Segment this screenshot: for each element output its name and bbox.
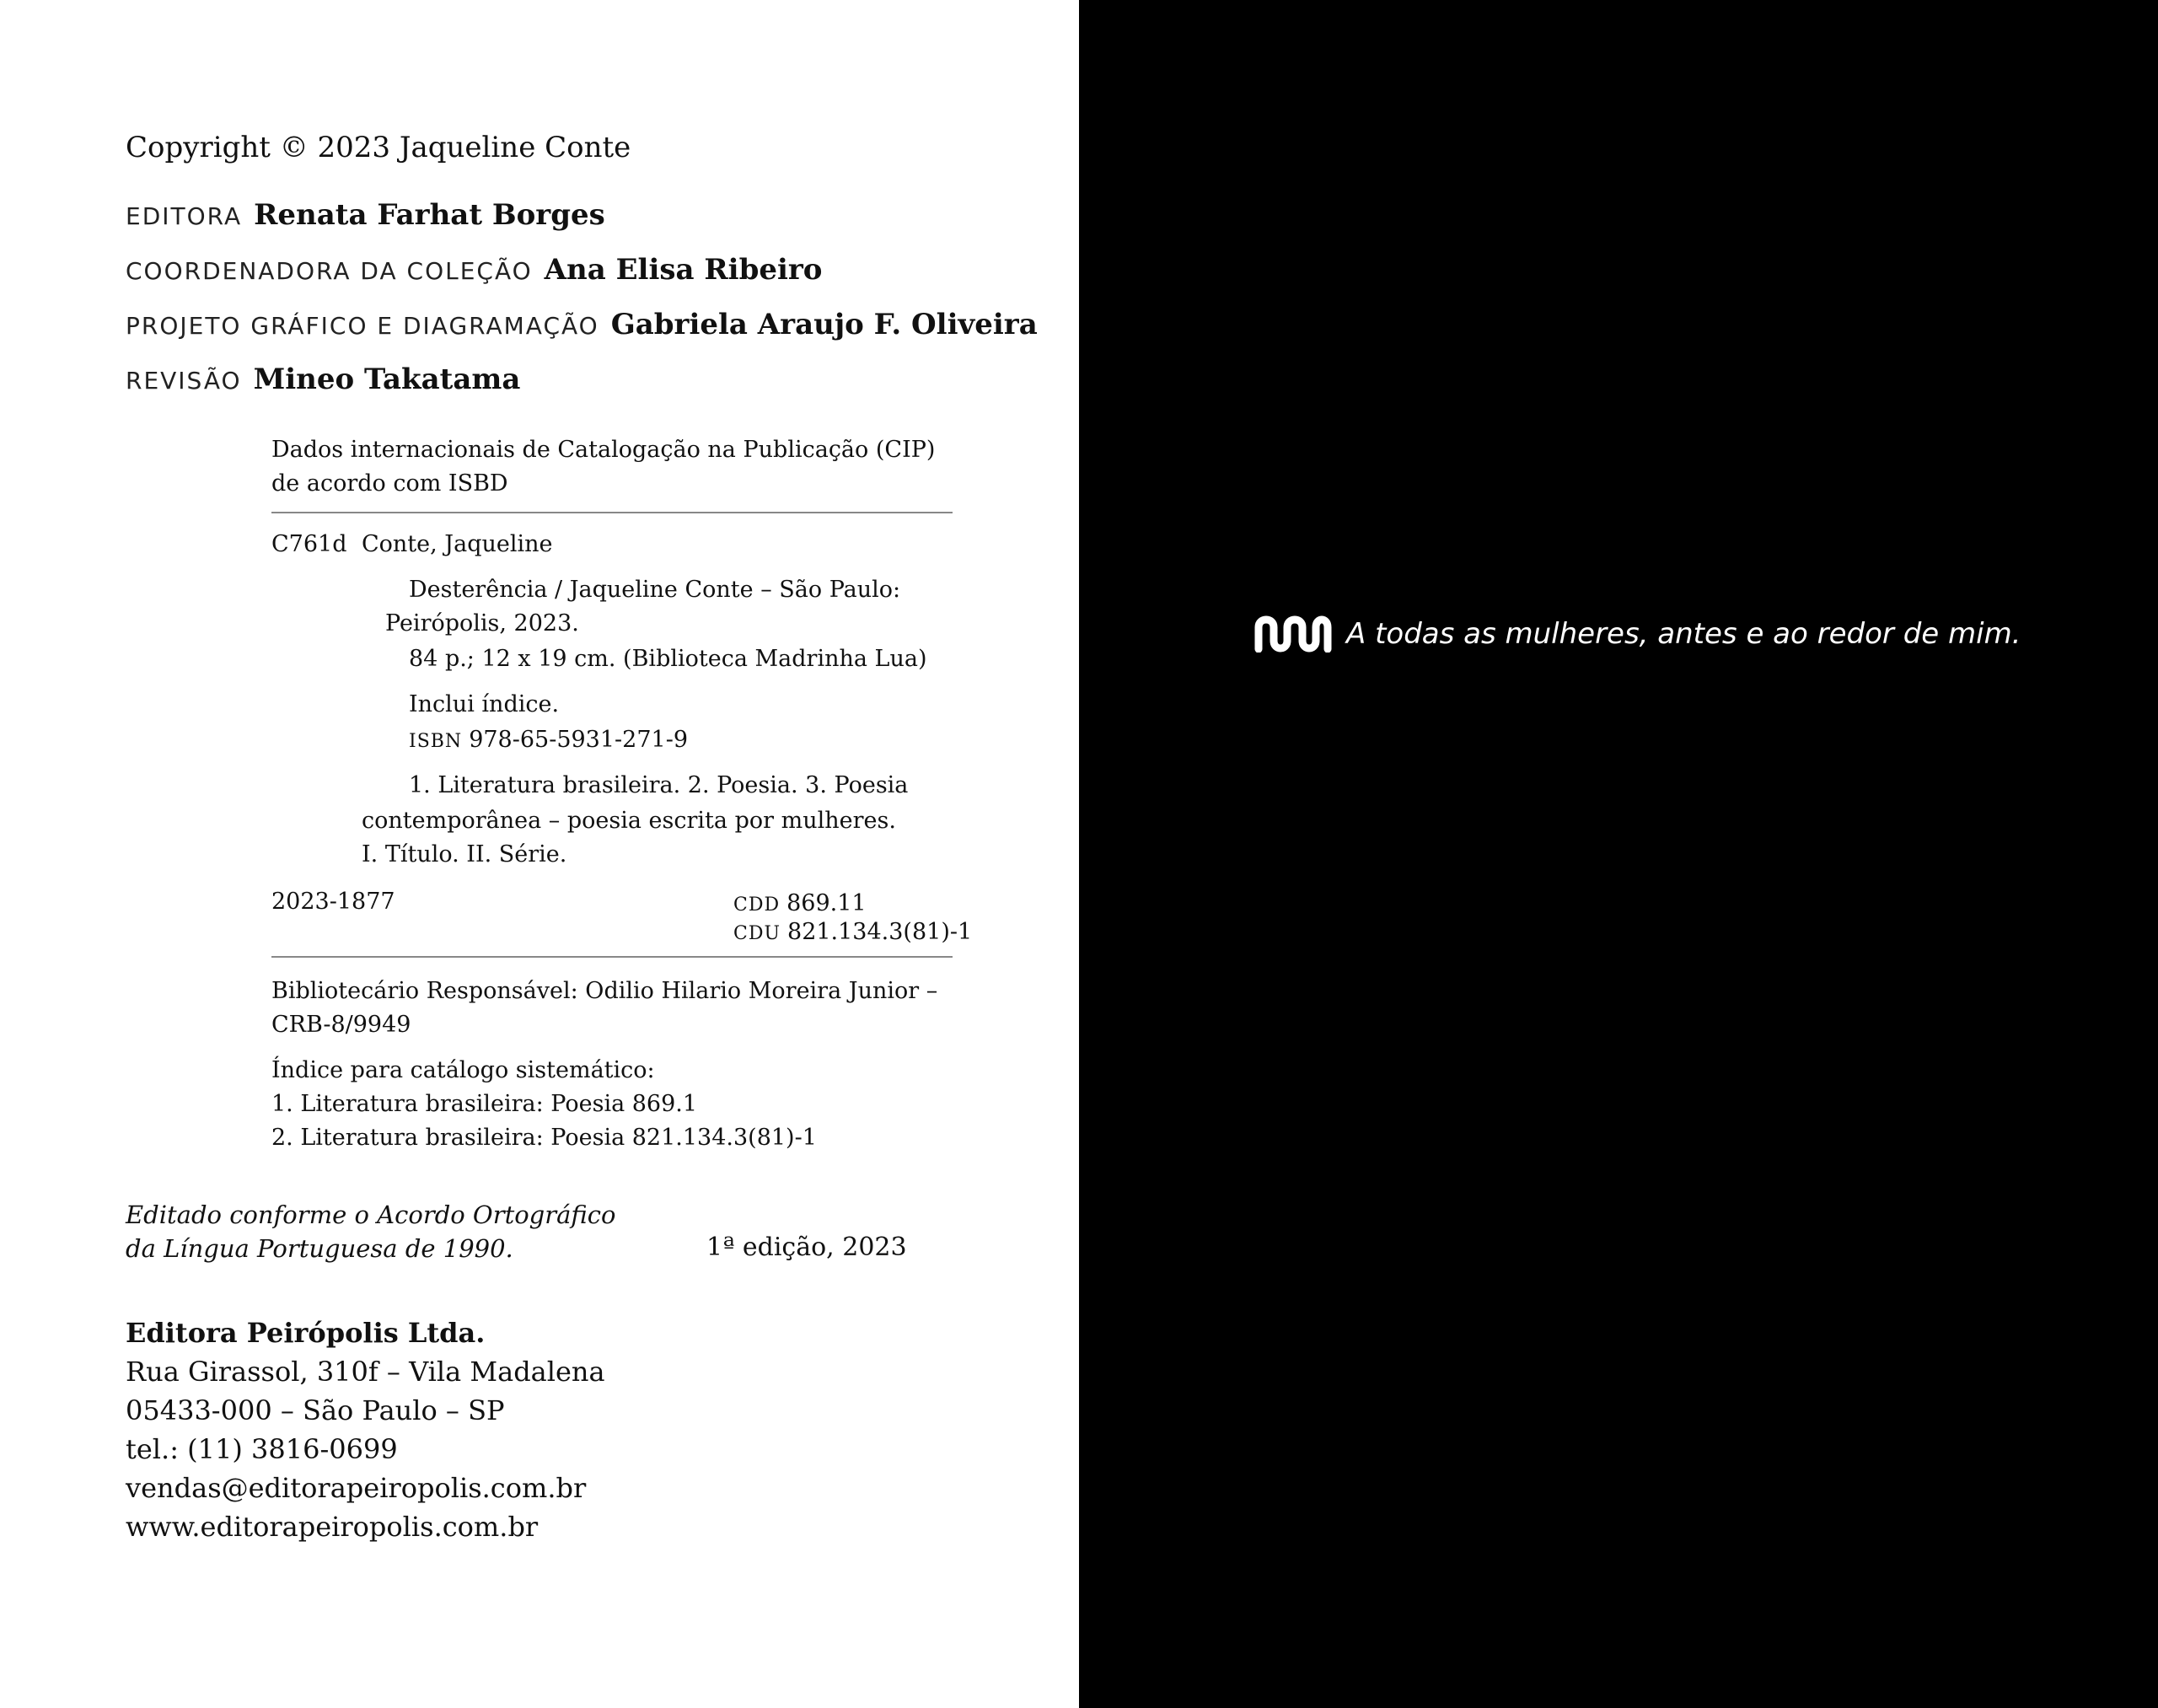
copyright-line: Copyright © 2023 Jaqueline Conte — [126, 131, 631, 164]
cip-title-line-1: Desterência / Jaqueline Conte – São Paulo: — [409, 577, 901, 603]
credit-role: PROJETO GRÁFICO E DIAGRAMAÇÃO — [126, 312, 599, 340]
credit-role: EDITORA — [126, 202, 243, 230]
cip-bottom-rule — [271, 956, 953, 958]
cip-title-line-2: Peirópolis, 2023. — [385, 610, 579, 636]
cip-index-note: Inclui índice. — [409, 691, 560, 717]
publisher-name: Editora Peirópolis Ltda. — [126, 1317, 486, 1349]
cip-catalog-item: 2. Literatura brasileira: Poesia 821.134.3(81)-1 — [271, 1125, 817, 1151]
cdu-value: 821.134.3(81)-1 — [787, 919, 973, 945]
cip-cdd — [733, 890, 867, 916]
cip-subjects-line-2: contemporânea – poesia escrita por mulheres. — [362, 808, 896, 834]
cip-catalog-item: 1. Literatura brasileira: Poesia 869.1 — [271, 1091, 698, 1117]
credit-graphic-design — [126, 308, 1038, 341]
cip-physical: 84 p.; 12 x 19 cm. (Biblioteca Madrinha Lua) — [409, 646, 927, 672]
cip-subjects-line-3: I. Título. II. Série. — [362, 841, 567, 867]
isbn-label: ISBN — [409, 731, 463, 752]
publisher-city: 05433-000 – São Paulo – SP — [126, 1394, 505, 1426]
isbn-value: 978-65-5931-271-9 — [469, 727, 688, 753]
cip-code: C761d — [271, 531, 347, 557]
credit-name: Ana Elisa Ribeiro — [544, 253, 823, 287]
cip-librarian-line-1: Bibliotecário Responsável: Odilio Hilario Moreira Junior – — [271, 978, 938, 1004]
cip-catalog-title: Índice para catálogo sistemático: — [271, 1057, 655, 1083]
cdd-label: CDD — [733, 894, 781, 916]
dedication-text: A todas as mulheres, antes e ao redor de mim. — [1346, 617, 2021, 651]
edition-line: 1ª edição, 2023 — [706, 1233, 907, 1262]
dedication — [1253, 615, 2021, 653]
credit-role: COORDENADORA DA COLEÇÃO — [126, 257, 533, 285]
credit-revision — [126, 363, 520, 396]
credit-editor — [126, 198, 605, 232]
credit-name: Gabriela Araujo F. Oliveira — [610, 308, 1038, 341]
cip-header-line-2: de acordo com ISBD — [271, 470, 508, 497]
cip-record-number: 2023-1877 — [271, 889, 395, 915]
publisher-address: Rua Girassol, 310f – Vila Madalena — [126, 1356, 605, 1388]
cip-subjects-line-1: 1. Literatura brasileira. 2. Poesia. 3. Poesia — [409, 772, 909, 798]
dedication-page — [1079, 0, 2158, 1708]
publisher-phone: tel.: (11) 3816-0699 — [126, 1433, 398, 1465]
credit-collection-coordinator — [126, 253, 822, 287]
publisher-website: www.editorapeiropolis.com.br — [126, 1511, 539, 1543]
cip-top-rule — [271, 512, 953, 513]
credit-name: Renata Farhat Borges — [254, 198, 605, 232]
spelling-agreement-line-1: Editado conforme o Acordo Ortográfico — [126, 1200, 616, 1229]
cip-author: Conte, Jaqueline — [362, 531, 553, 557]
wave-logo-icon — [1253, 615, 1333, 653]
cip-header-line-1: Dados internacionais de Catalogação na Publicação (CIP) — [271, 437, 936, 463]
cip-cdu — [733, 919, 972, 945]
cip-librarian-line-2: CRB-8/9949 — [271, 1012, 411, 1038]
cdd-value: 869.11 — [786, 890, 867, 916]
spelling-agreement-line-2: da Língua Portuguesa de 1990. — [126, 1234, 513, 1263]
credit-name: Mineo Takatama — [253, 363, 521, 396]
publisher-email: vendas@editorapeiropolis.com.br — [126, 1472, 587, 1504]
cdu-label: CDU — [733, 923, 781, 944]
cip-isbn — [409, 727, 688, 753]
credit-role: REVISÃO — [126, 367, 242, 395]
